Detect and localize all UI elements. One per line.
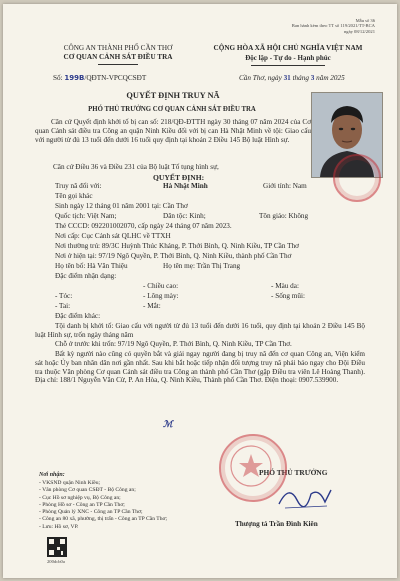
arrest-request-paragraph: Bất kỳ người nào cũng có quyền bắt và giải ngay người đang bị truy nã đến cơ quan Công an, Viện kiểm sát hoặc Ủy ban nhân dân nơi gần nhất. Sau khi bắt hoặc tiếp nhận đối tượng truy nã phải báo ngay cho Đội Điều tra thuộc Văn phòng Cơ quan Cảnh sát điều tra Công an thành phố Cần Thơ (gặp Điều tra viên Lê Hoàng Thanh). Địa chỉ: 188/1 Nguyễn Văn Cừ, P. An Hòa, Q. Ninh Kiều, Thành phố Cần Thơ. Điện thoại: 0907.539900. bbox=[35, 350, 365, 385]
id-card: Thẻ CCCD: 092201002070, cấp ngày 24 tháng 07 năm 2023. bbox=[55, 222, 232, 230]
other-features: Đặc điểm khác: bbox=[55, 312, 101, 320]
identification-heading: Đặc điểm nhận dạng: bbox=[55, 272, 117, 280]
id-issued-by: Nơi cấp: Cục Cảnh sát QLHC về TTXH bbox=[55, 232, 171, 240]
form-number-note: Mẫu số 36 Ban hành kèm theo TT số 119/2021/TT-BCA ngày 08/12/2021 bbox=[291, 18, 375, 34]
basis-decision-paragraph: Căn cứ Quyết định khởi tố bị can số: 218/QĐ-ĐTTH ngày 30 tháng 07 năm 2024 của Cơ quan Cảnh sát điều tra Công an quận Ninh Kiều đối với bị can Hà Nhật Minh về tội: Giao cấu với người từ đủ 13 tuổi đến dưới 16 tuổi quy định tại khoản 2 Điều 145 Bộ luật Hình sự. bbox=[35, 118, 311, 144]
other-name: Tên gọi khác bbox=[55, 192, 93, 200]
pre-flight-residence: Chỗ ở trước khi trốn: 97/19 Ngô Quyền, P. Thới Bình, Q. Ninh Kiều, TP Cần Thơ. bbox=[55, 340, 292, 348]
basis-law-paragraph: Căn cứ Điều 36 và Điều 231 của Bộ luật Tố tụng hình sự, bbox=[53, 163, 219, 171]
recipient-item: - Văn phòng Cơ quan CSĐT - Bộ Công an; bbox=[39, 487, 136, 494]
phone-handwritten-mark: ℳ bbox=[163, 419, 173, 429]
permanent-residence: Nơi thường trú: 89/3C Huỳnh Thúc Kháng, P. Thới Bình, Q. Ninh Kiều, TP Cần Thơ bbox=[55, 242, 299, 250]
header-right-rule bbox=[251, 65, 325, 66]
agency-sub-name: CƠ QUAN CẢNH SÁT ĐIỀU TRA bbox=[63, 53, 173, 61]
recipient-item: - Phòng Hồ sơ - Công an TP Cần Thơ; bbox=[39, 501, 125, 508]
issuer-title: PHÓ THỦ TRƯỞNG CƠ QUAN CẢNH SÁT ĐIỀU TRA bbox=[88, 106, 256, 113]
charge-paragraph: Tội danh bị khởi tố: Giao cấu với người từ đủ 13 tuổi đến dưới 16 tuổi, quy định tại khoản 2 Điều 145 Bộ luật Hình sự, trốn ngày tháng năm bbox=[35, 322, 365, 339]
recipient-item: - Lưu: Hồ sơ, VP. bbox=[39, 523, 79, 530]
signature-mark bbox=[275, 482, 335, 512]
ethnicity: Dân tộc: Kinh; bbox=[163, 212, 206, 220]
nationality: Quốc tịch: Việt Nam; bbox=[55, 212, 117, 220]
recipients-list bbox=[39, 480, 167, 531]
recipients-heading: Nơi nhận: bbox=[39, 472, 65, 478]
header-left-rule bbox=[98, 64, 138, 65]
wanted-gender: Giới tính: Nam bbox=[263, 182, 307, 190]
feature-ear: - Tai: bbox=[55, 302, 71, 310]
recipient-item: - Cục Hồ sơ nghiệp vụ, Bộ Công an; bbox=[39, 494, 121, 501]
birth-info: Sinh ngày 12 tháng 01 năm 2001 tại: Cần Thơ bbox=[55, 202, 188, 210]
photo-seal-stamp bbox=[333, 154, 381, 202]
national-motto: Độc lập - Tự do - Hạnh phúc bbox=[245, 54, 331, 62]
document-page bbox=[3, 4, 397, 578]
current-residence: Nơi ở hiện tại: 97/19 Ngô Quyền, P. Thới Bình, Q. Ninh Kiều, thành phố Cần Thơ bbox=[55, 252, 292, 260]
father-name: Họ tên bố: Hà Văn Thiệu bbox=[55, 262, 128, 270]
religion: Tôn giáo: Không bbox=[259, 212, 309, 220]
recipient-item: - Phòng Quản lý XNC - Công an TP Cần Thơ; bbox=[39, 509, 143, 516]
seal-star-icon bbox=[221, 436, 281, 496]
feature-nose: - Sống mũi: bbox=[271, 292, 305, 300]
document-number: Số: 199B/QĐTN-VPCQCSĐT bbox=[53, 74, 147, 82]
feature-eyebrow: - Lông mày: bbox=[143, 292, 179, 300]
recipient-item: - Công an 80 xã, phường, thị trấn - Công an TP Cần Thơ; bbox=[39, 516, 168, 523]
mother-name: Họ tên mẹ: Trần Thị Trang bbox=[163, 262, 241, 270]
wanted-label: Truy nã đối với: bbox=[55, 182, 102, 190]
recipient-item: - VKSND quận Ninh Kiều; bbox=[39, 480, 101, 486]
feature-eye: - Mắt: bbox=[143, 302, 161, 310]
feature-height: - Chiều cao: bbox=[143, 282, 179, 290]
issue-date: Cần Thơ, ngày 31 tháng 3 năm 2025 bbox=[239, 74, 345, 82]
feature-hair: - Tóc: bbox=[55, 292, 73, 300]
qr-caption: 200dcb0a bbox=[47, 559, 65, 564]
wanted-name: Hà Nhật Minh bbox=[163, 182, 208, 190]
document-title: QUYẾT ĐỊNH TRUY NÃ bbox=[126, 91, 220, 100]
qr-code bbox=[47, 537, 67, 557]
feature-skin: - Màu da: bbox=[271, 282, 299, 290]
agency-name: CÔNG AN THÀNH PHỐ CẦN THƠ bbox=[63, 44, 173, 52]
decision-heading: QUYẾT ĐỊNH: bbox=[153, 173, 205, 182]
signer-name: Thượng tá Trần Đình Kiên bbox=[235, 520, 318, 528]
signer-title: PHÓ THỦ TRƯỞNG bbox=[259, 468, 328, 477]
national-title: CỘNG HÒA XÃ HỘI CHỦ NGHĨA VIỆT NAM bbox=[213, 44, 363, 52]
